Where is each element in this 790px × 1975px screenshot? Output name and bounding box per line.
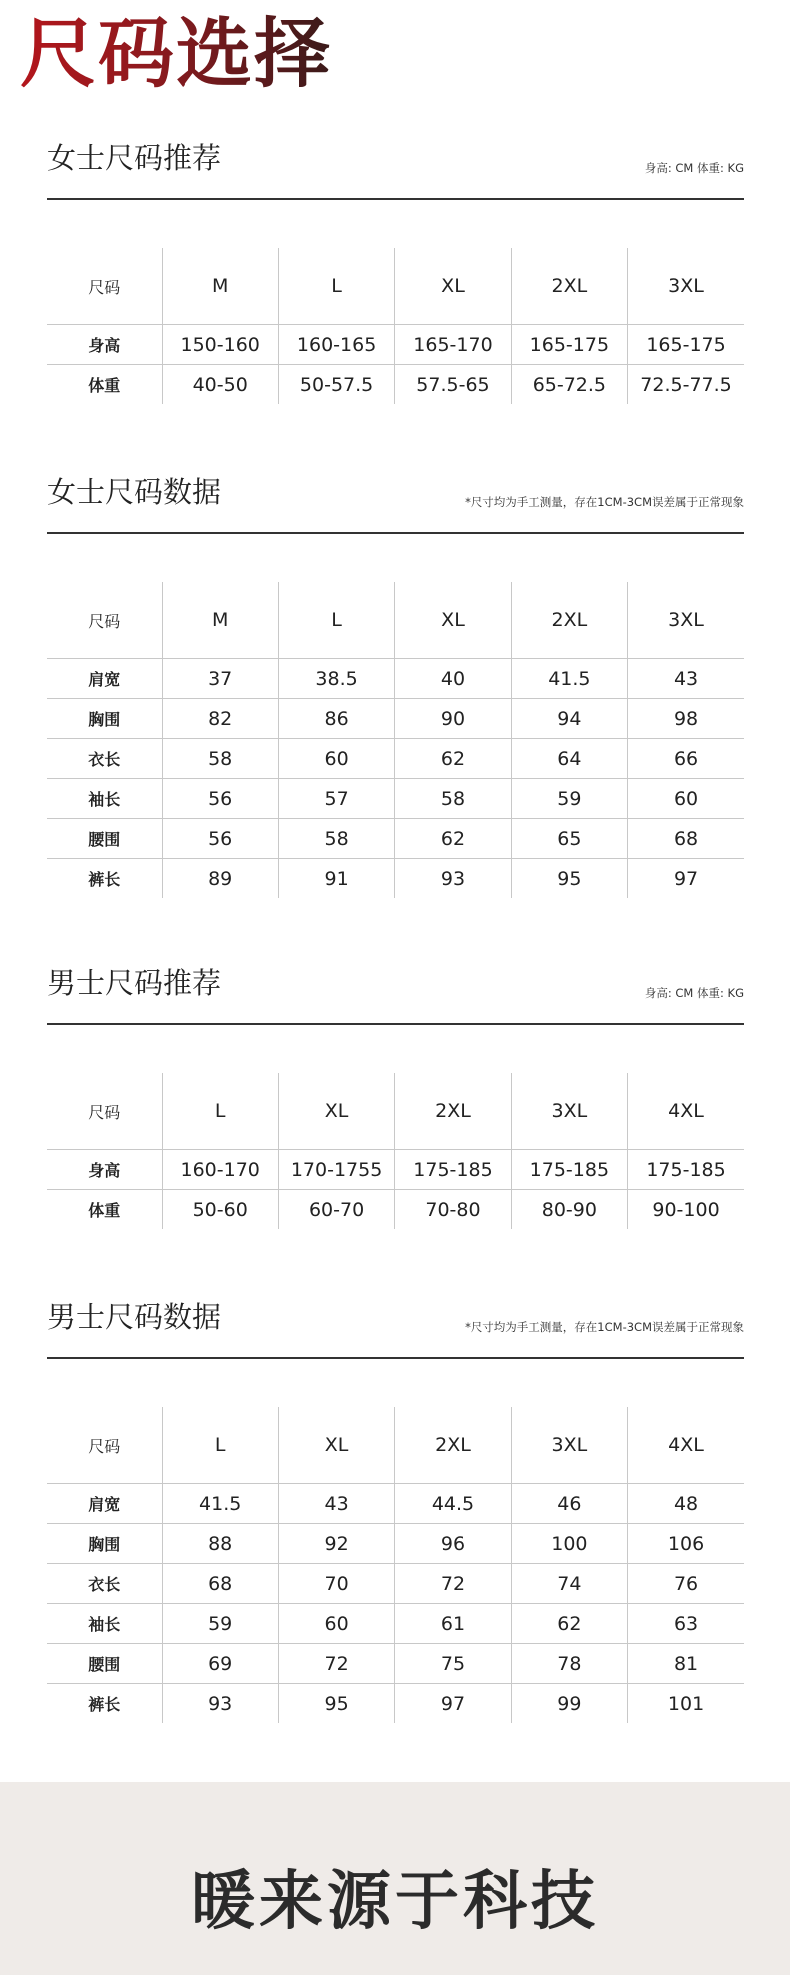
table-cell: 90 <box>395 699 511 739</box>
table-cell: 59 <box>511 779 627 819</box>
row-label: 体重 <box>88 376 121 395</box>
table-row <box>47 1524 744 1564</box>
table-cell: 96 <box>395 1524 511 1564</box>
table-cell: 62 <box>395 739 511 779</box>
table-cell: 94 <box>511 699 627 739</box>
row-label: 体重 <box>88 1201 121 1220</box>
table-cell: 81 <box>628 1644 744 1684</box>
table-cell: 92 <box>278 1524 394 1564</box>
table-cell: 88 <box>162 1524 278 1564</box>
row-label: 身高 <box>47 325 162 365</box>
table-cell: 165-175 <box>511 325 627 365</box>
table-cell: 150-160 <box>162 325 278 365</box>
men-recommend-table <box>47 1073 744 1229</box>
table-cell: 46 <box>511 1484 627 1524</box>
row-label: 袖长 <box>47 1604 162 1644</box>
table-cell: 57.5-65 <box>395 365 511 405</box>
table-row <box>47 1644 744 1684</box>
table-cell: 106 <box>628 1524 744 1564</box>
table-cell: 70 <box>278 1564 394 1604</box>
size-column-header: L <box>278 248 394 325</box>
size-label-cell: 尺码 <box>47 582 162 659</box>
men-size-recommend-section <box>47 963 744 1221</box>
section-title: 女士尺码推荐 <box>47 141 222 175</box>
women-recommend-table <box>47 248 744 404</box>
section-title: 男士尺码数据 <box>47 1300 222 1334</box>
table-cell: 65-72.5 <box>511 365 627 405</box>
size-column-header: 2XL <box>395 1073 511 1150</box>
size-column-header: L <box>278 582 394 659</box>
size-label-cell: 尺码 <box>47 1407 162 1484</box>
table-header-row <box>47 1073 744 1150</box>
table-cell: 60 <box>278 1604 394 1644</box>
size-column-header: 2XL <box>511 248 627 325</box>
slogan: 暖来源于科技 <box>191 1865 599 1939</box>
row-label: 腰围 <box>47 1644 162 1684</box>
section-note: 身高: CM 体重: KG <box>644 161 744 175</box>
table-cell: 80-90 <box>511 1190 627 1230</box>
table-cell: 41.5 <box>511 659 627 699</box>
table-row <box>47 325 744 365</box>
table-cell: 75 <box>395 1644 511 1684</box>
table-cell: 41.5 <box>162 1484 278 1524</box>
table-cell: 60 <box>278 739 394 779</box>
table-cell: 95 <box>278 1684 394 1724</box>
table-cell: 70-80 <box>395 1190 511 1230</box>
size-column-header: 3XL <box>511 1407 627 1484</box>
table-cell: 175-185 <box>395 1150 511 1190</box>
men-data-table <box>47 1407 744 1723</box>
table-row <box>47 859 744 899</box>
table-cell: 74 <box>511 1564 627 1604</box>
table-cell: 160-165 <box>278 325 394 365</box>
table-cell: 58 <box>278 819 394 859</box>
row-label: 肩宽 <box>47 1484 162 1524</box>
table-header-row <box>47 582 744 659</box>
table-cell: 61 <box>395 1604 511 1644</box>
table-cell: 40-50 <box>162 365 278 405</box>
table-cell: 58 <box>162 739 278 779</box>
size-column-header: L <box>162 1407 278 1484</box>
table-header-row <box>47 248 744 325</box>
table-row <box>47 779 744 819</box>
table-row <box>47 819 744 859</box>
size-column-header: XL <box>395 248 511 325</box>
table-cell: 66 <box>628 739 744 779</box>
table-cell: 72 <box>395 1564 511 1604</box>
table-cell: 72.5-77.5 <box>628 365 744 405</box>
women-data-table <box>47 582 744 898</box>
table-cell: 48 <box>628 1484 744 1524</box>
section-title: 男士尺码推荐 <box>47 966 222 1000</box>
table-cell: 40 <box>395 659 511 699</box>
women-size-data-section <box>47 472 744 890</box>
table-cell: 59 <box>162 1604 278 1644</box>
size-column-header: L <box>162 1073 278 1150</box>
table-cell: 175-185 <box>628 1150 744 1190</box>
table-cell: 64 <box>511 739 627 779</box>
table-row <box>47 739 744 779</box>
row-label: 腰围 <box>47 819 162 859</box>
row-label: 裤长 <box>88 1695 121 1714</box>
table-cell: 56 <box>162 779 278 819</box>
table-row <box>47 365 744 405</box>
table-cell: 170-1755 <box>278 1150 394 1190</box>
size-column-header: 3XL <box>511 1073 627 1150</box>
table-cell: 68 <box>162 1564 278 1604</box>
table-cell: 82 <box>162 699 278 739</box>
table-cell: 98 <box>628 699 744 739</box>
table-cell: 93 <box>162 1684 278 1724</box>
table-cell: 91 <box>278 859 394 899</box>
table-cell: 65 <box>511 819 627 859</box>
table-cell: 95 <box>511 859 627 899</box>
table-row <box>47 1190 744 1230</box>
table-header-row <box>47 1407 744 1484</box>
table-cell: 38.5 <box>278 659 394 699</box>
table-cell: 76 <box>628 1564 744 1604</box>
table-cell: 68 <box>628 819 744 859</box>
size-column-header: 2XL <box>511 582 627 659</box>
table-row <box>47 1604 744 1644</box>
table-cell: 56 <box>162 819 278 859</box>
section-note: 身高: CM 体重: KG <box>644 986 744 1000</box>
section-note: *尺寸均为手工测量，存在1CM-3CM误差属于正常现象 <box>465 495 744 509</box>
size-column-header: XL <box>278 1073 394 1150</box>
row-label: 衣长 <box>47 739 162 779</box>
row-label: 裤长 <box>88 870 121 889</box>
row-label: 胸围 <box>47 1524 162 1564</box>
table-cell: 60-70 <box>278 1190 394 1230</box>
table-row <box>47 699 744 739</box>
table-row <box>47 1564 744 1604</box>
table-cell: 99 <box>511 1684 627 1724</box>
row-label: 衣长 <box>47 1564 162 1604</box>
table-cell: 43 <box>278 1484 394 1524</box>
table-cell: 89 <box>162 859 278 899</box>
table-cell: 97 <box>395 1684 511 1724</box>
size-column-header: 3XL <box>628 248 744 325</box>
size-column-header: XL <box>278 1407 394 1484</box>
table-row <box>47 659 744 699</box>
table-cell: 62 <box>395 819 511 859</box>
table-cell: 72 <box>278 1644 394 1684</box>
size-column-header: 3XL <box>628 582 744 659</box>
section-title: 女士尺码数据 <box>47 475 222 509</box>
size-column-header: M <box>162 582 278 659</box>
table-cell: 50-60 <box>162 1190 278 1230</box>
table-cell: 50-57.5 <box>278 365 394 405</box>
table-cell: 86 <box>278 699 394 739</box>
section-header <box>47 1297 744 1359</box>
table-cell: 160-170 <box>162 1150 278 1190</box>
size-column-header: XL <box>395 582 511 659</box>
table-cell: 78 <box>511 1644 627 1684</box>
row-label: 肩宽 <box>47 659 162 699</box>
table-row <box>47 1484 744 1524</box>
table-cell: 69 <box>162 1644 278 1684</box>
table-cell: 60 <box>628 779 744 819</box>
section-header <box>47 472 744 534</box>
section-header <box>47 963 744 1025</box>
section-note: *尺寸均为手工测量，存在1CM-3CM误差属于正常现象 <box>465 1320 744 1334</box>
table-cell: 93 <box>395 859 511 899</box>
table-row <box>47 1150 744 1190</box>
size-label-cell: 尺码 <box>47 1073 162 1150</box>
table-row <box>47 1684 744 1724</box>
table-cell: 63 <box>628 1604 744 1644</box>
table-cell: 37 <box>162 659 278 699</box>
table-cell: 58 <box>395 779 511 819</box>
table-cell: 90-100 <box>628 1190 744 1230</box>
size-column-header: 4XL <box>628 1407 744 1484</box>
table-cell: 62 <box>511 1604 627 1644</box>
table-cell: 175-185 <box>511 1150 627 1190</box>
table-cell: 101 <box>628 1684 744 1724</box>
men-size-data-section <box>47 1297 744 1715</box>
page-title: 尺码选择 <box>20 6 332 102</box>
size-label-cell: 尺码 <box>47 248 162 325</box>
row-label: 胸围 <box>47 699 162 739</box>
table-cell: 100 <box>511 1524 627 1564</box>
section-header <box>47 138 744 200</box>
size-column-header: M <box>162 248 278 325</box>
table-cell: 97 <box>628 859 744 899</box>
row-label: 袖长 <box>47 779 162 819</box>
size-column-header: 4XL <box>628 1073 744 1150</box>
size-column-header: 2XL <box>395 1407 511 1484</box>
table-cell: 165-175 <box>628 325 744 365</box>
row-label: 身高 <box>47 1150 162 1190</box>
table-cell: 43 <box>628 659 744 699</box>
table-cell: 44.5 <box>395 1484 511 1524</box>
table-cell: 57 <box>278 779 394 819</box>
table-cell: 165-170 <box>395 325 511 365</box>
women-size-recommend-section <box>47 138 744 396</box>
